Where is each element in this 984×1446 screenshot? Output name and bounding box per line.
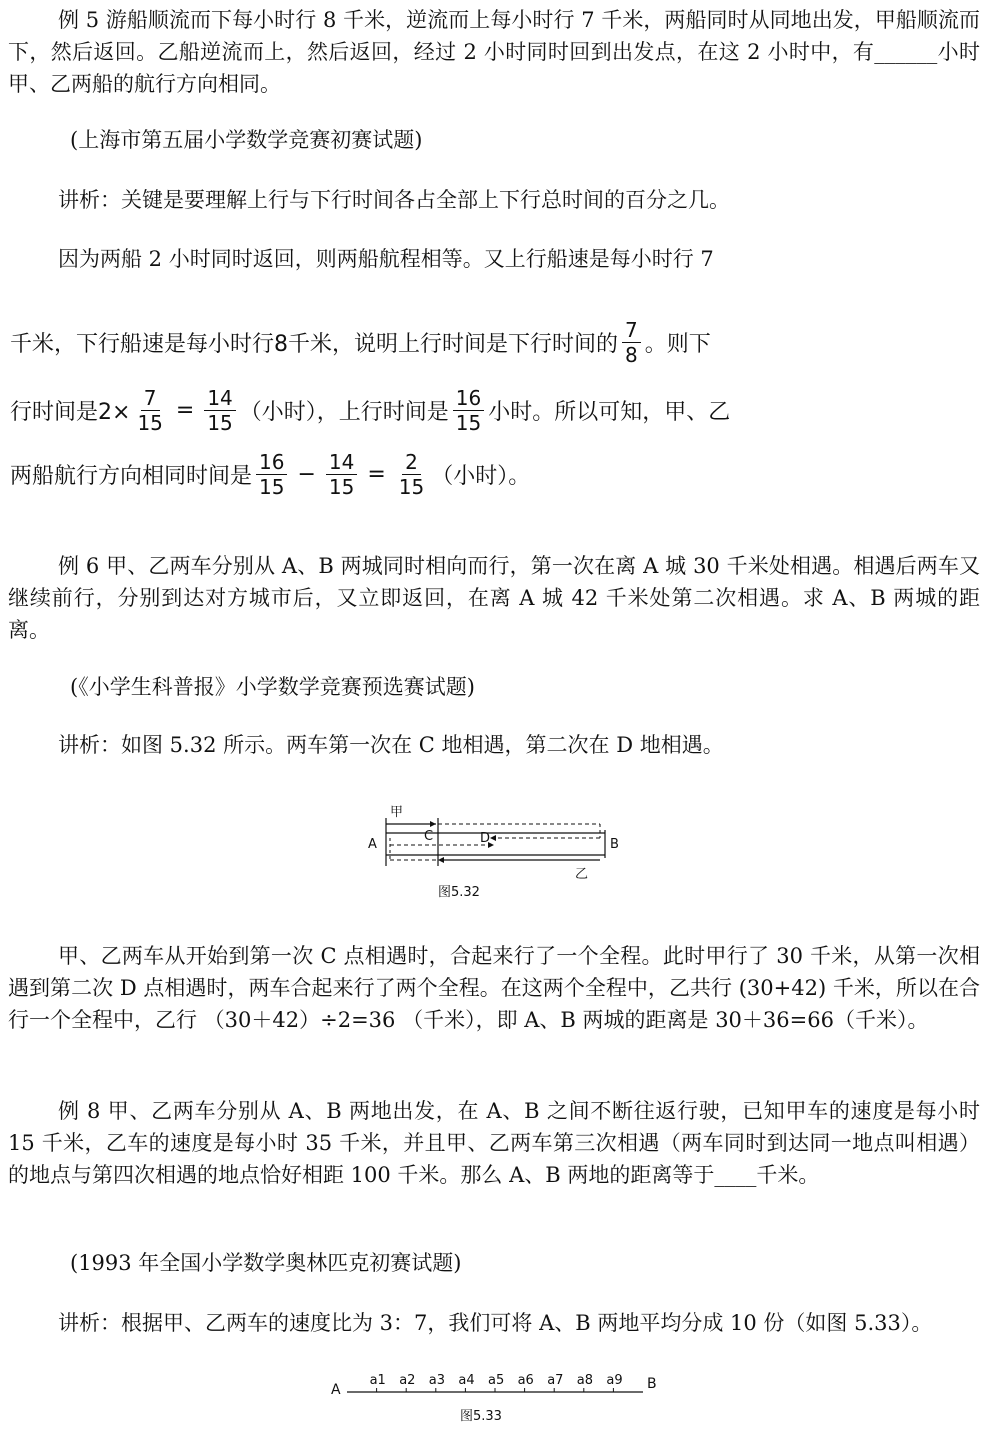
fraction: $\frac{7}{15}$ bbox=[137, 386, 163, 435]
example8-analysis: 讲析：根据甲、乙两车的速度比为 3：7，我们可将 A、B 两地平均分成 10 份（如图 5.33）。 bbox=[58, 1311, 933, 1335]
example6-source: (《小学生科普报》小学数学竞赛预选赛试题) bbox=[70, 675, 475, 699]
fraction: $\frac{14}{15}$ bbox=[204, 386, 235, 435]
fraction: $\frac{16}{15}$ bbox=[256, 450, 287, 499]
math-text: 小时。所以可知，甲、乙 bbox=[488, 400, 731, 425]
fraction: $\frac{16}{15}$ bbox=[453, 386, 484, 435]
label-yi: 乙 bbox=[575, 867, 589, 882]
math-text: 。则下 bbox=[644, 332, 711, 357]
example5-reasoning: 因为两船 2 小时同时返回，则两船航程相等。又上行船速是每小时行 7 bbox=[58, 247, 714, 271]
arrowhead bbox=[430, 821, 436, 827]
point-label-a4: a4 bbox=[458, 1373, 475, 1388]
minus-sign: − bbox=[297, 462, 316, 487]
point-label-a9: a9 bbox=[606, 1373, 623, 1388]
fraction: $\frac{14}{15}$ bbox=[326, 450, 357, 499]
figure-caption: 图5.32 bbox=[438, 885, 480, 900]
figure-caption: 图5.33 bbox=[460, 1409, 502, 1424]
point-label-a1: a1 bbox=[369, 1373, 386, 1388]
example6-analysis: 讲析：如图 5.32 所示。两车第一次在 C 地相遇，第二次在 D 地相遇。 bbox=[58, 733, 724, 757]
math-text: （小时），上行时间是 bbox=[239, 400, 449, 425]
label-d: D bbox=[480, 831, 491, 846]
equals-sign: = bbox=[367, 462, 386, 487]
label-c: C bbox=[424, 829, 434, 844]
example8-source: (1993 年全国小学数学奥林匹克初赛试题) bbox=[70, 1251, 462, 1275]
example5-analysis: 讲析：关键是要理解上行与下行时间各占全部上下行总时间的百分之几。 bbox=[58, 188, 730, 212]
label-b: B bbox=[610, 837, 619, 852]
example6-explanation: 甲、乙两车从开始到第一次 C 点相遇时，合起来行了一个全程。此时甲行了 30 千米，从第一次相遇到第二次 D 点相遇时，两车合起来行了两个全程。在这两个全程中，乙共行 (30+42) 千米，所以在合行一个全程中，乙行 （30＋42）÷2=36 （千米），即 A、B 两城的距离是 30＋36=66（千米）。 bbox=[8, 944, 980, 1032]
math-line-2 bbox=[10, 386, 730, 435]
math-text: 两船航行方向相同时间是 bbox=[10, 464, 253, 489]
point-label-a6: a6 bbox=[517, 1373, 534, 1388]
arrowhead bbox=[490, 835, 496, 841]
fraction-7-8: $\frac{7}{8}$ bbox=[622, 318, 641, 367]
equals-sign: = bbox=[175, 398, 195, 423]
example8-problem: 例 8 甲、乙两车分别从 A、B 两地出发，在 A、B 之间不断往返行驶，已知甲车的速度是每小时 15 千米，乙车的速度是每小时 35 千米，并且甲、乙两车第三次相遇（两车同时到达同一地点叫相遇）的地点与第四次相遇的地点恰好相距 100 千米。那么 A、B 两地的距离等于____千米。 bbox=[8, 1099, 980, 1187]
figure-5-33 bbox=[325, 1366, 665, 1430]
point-label-a3: a3 bbox=[428, 1373, 446, 1388]
label-a: A bbox=[331, 1382, 341, 1398]
arrowhead bbox=[438, 857, 444, 863]
point-label-a8: a8 bbox=[576, 1373, 594, 1388]
figure-5-32 bbox=[360, 800, 630, 902]
point-label-a7: a7 bbox=[547, 1373, 564, 1388]
point-label-a2: a2 bbox=[399, 1373, 416, 1388]
math-text: 千米，下行船速是每小时行8千米，说明上行时间是下行时间的 bbox=[10, 332, 618, 357]
example5-source: (上海市第五届小学数学竞赛初赛试题) bbox=[70, 128, 423, 152]
point-label-a5: a5 bbox=[488, 1373, 505, 1388]
math-line-1 bbox=[10, 318, 711, 367]
label-b: B bbox=[647, 1376, 657, 1392]
example5-problem: 例 5 游船顺流而下每小时行 8 千米，逆流而上每小时行 7 千米，两船同时从同地出发，甲船顺流而下，然后返回。乙船逆流而上，然后返回，经过 2 小时同时回到出发点，在这 2 小时中，有______小时甲、乙两船的航行方向相同。 bbox=[8, 8, 980, 96]
label-a: A bbox=[368, 837, 377, 852]
example6-problem: 例 6 甲、乙两车分别从 A、B 两城同时相向而行，第一次在离 A 城 30 千米处相遇。相遇后两车又继续前行，分别到达对方城市后，又立即返回，在离 A 城 42 千米处第二次相遇。求 A、B 两城的距离。 bbox=[8, 554, 980, 642]
math-text: 行时间是2× bbox=[10, 400, 131, 425]
label-jia: 甲 bbox=[390, 805, 404, 820]
fraction: $\frac{2}{15}$ bbox=[398, 450, 425, 499]
math-line-3 bbox=[10, 450, 530, 499]
math-text: （小时）。 bbox=[431, 464, 531, 489]
